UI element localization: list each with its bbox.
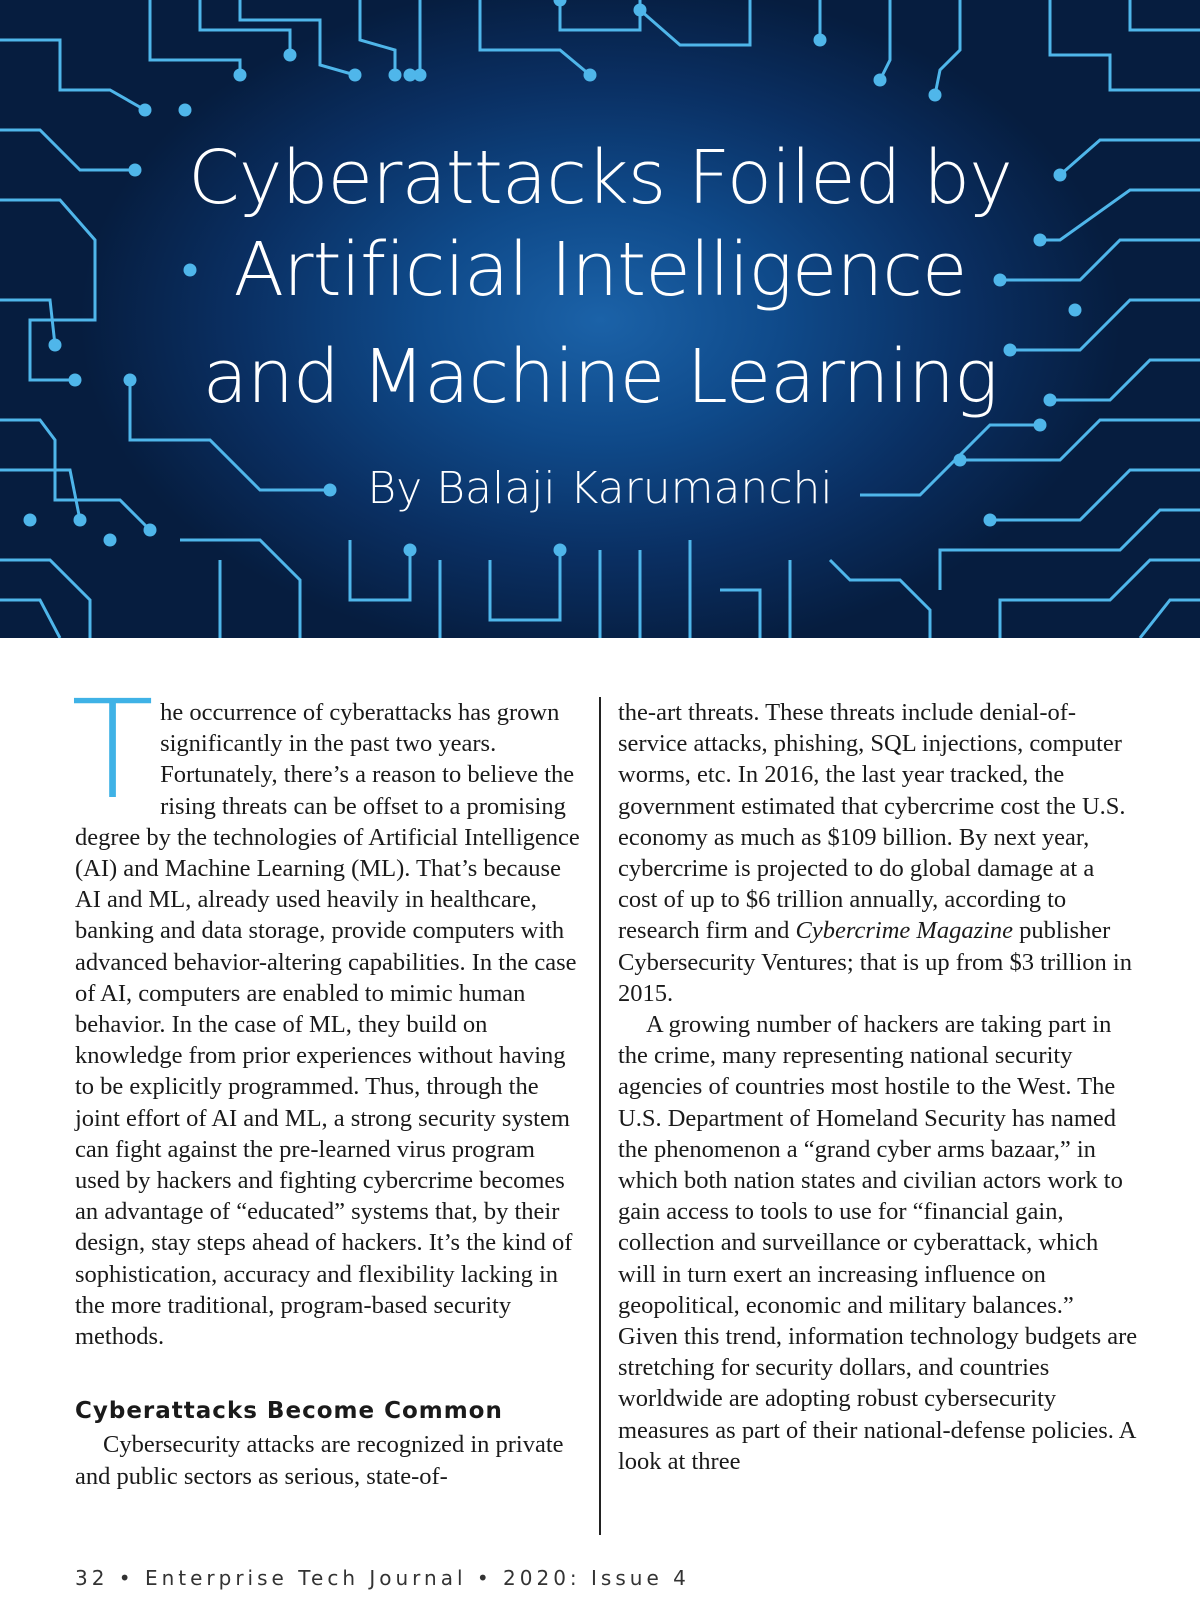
hero-banner	[0, 0, 1200, 638]
circuit-trace	[200, 0, 290, 55]
circuit-node	[404, 544, 417, 557]
page-footer: 32 • Enterprise Tech Journal • 2020: Issue 4	[75, 1566, 690, 1590]
circuit-board-illustration	[0, 0, 1200, 638]
circuit-trace	[0, 40, 145, 110]
section-heading: Cyberattacks Become Common	[75, 1398, 503, 1425]
circuit-trace	[240, 0, 355, 75]
body-text-segment: the-art threats. These threats include denial-of-service attacks, phishing, SQL injections, computer worms, etc. In 2016, the last year tracked, the government estimated that cybercrime cost the U.S. economy as much as $109 billion. By next year, cybercrime is projected to do global damage at a cost of up to $6 trillion annually, according to research firm and	[618, 699, 1126, 945]
circuit-node	[234, 69, 247, 82]
circuit-trace	[560, 0, 640, 30]
body-paragraph-2-continued	[618, 697, 1138, 1009]
body-paragraph-2-start: Cybersecurity attacks are recognized in private and public sectors as serious, state-of-	[75, 1431, 564, 1490]
circuit-trace	[1140, 600, 1200, 638]
circuit-trace	[480, 0, 590, 75]
circuit-trace	[490, 550, 560, 620]
circuit-node	[929, 89, 942, 102]
article-title-line-1: Cyberattacks Foiled by	[188, 135, 1012, 221]
circuit-node	[584, 69, 597, 82]
circuit-trace	[1050, 0, 1200, 90]
circuit-node	[139, 104, 152, 117]
circuit-node	[144, 524, 157, 537]
article-title-line-3: and Machine Learning	[202, 334, 998, 420]
circuit-node	[554, 0, 567, 7]
column-divider	[599, 697, 601, 1535]
circuit-node	[284, 49, 297, 62]
circuit-trace	[640, 0, 750, 45]
circuit-node	[389, 69, 402, 82]
circuit-node	[634, 4, 647, 17]
article-byline: By Balaji Karumanchi	[367, 463, 833, 514]
circuit-node	[404, 69, 417, 82]
circuit-trace	[720, 590, 760, 638]
drop-cap: T	[71, 672, 155, 830]
circuit-node	[554, 544, 567, 557]
circuit-trace	[350, 540, 410, 600]
circuit-node	[874, 74, 887, 87]
circuit-trace	[1130, 0, 1200, 30]
circuit-trace	[880, 0, 890, 80]
circuit-trace	[150, 0, 240, 75]
intro-paragraph	[71, 672, 585, 1352]
circuit-trace	[940, 510, 1200, 590]
body-text-segment: publisher Cybersecurity Ventures; that is up from $3 trillion in 2015.	[618, 917, 1132, 1007]
circuit-node	[814, 34, 827, 47]
body-paragraph-3: A growing number of hackers are taking part in the crime, many representing national security agencies of countries most hostile to the West. The U.S. Department of Homeland Security has named the phenomenon a “grand cyber arms bazaar,” in which both nation states and civilian actors work to gain access to tools to use for “financial gain, collection and surveillance or cyberattack, which will in turn exert an increasing influence on geopolitical, economic and military balances.” Given this trend, information technology budgets are stretching for security dollars, and countries worldwide are adopting robust cybersecurity measures as part of their national-defense policies. A look at three	[618, 1011, 1138, 1475]
article-column-left	[71, 672, 585, 1492]
intro-paragraph-text: he occurrence of cyberattacks has grown significantly in the past two years. Fortunately, there’s a reason to believe the rising threats can be offset to a promising degree by the technologies of Artificial Intelligence (AI) and Machine Learning (ML). That’s because AI and ML, already used heavily in healthcare, banking and data storage, provide computers with advanced behavior-altering capabilities. In the case of AI, computers are enabled to mimic human behavior. In the case of ML, they build on knowledge from prior experiences without having to be explicitly programmed. Thus, through the joint effort of AI and ML, a strong security system can fight against the pre-learned virus program used by hackers and fighting cybercrime becomes an advantage of “educated” systems that, by their design, stay steps ahead of hackers. It’s the kind of sophistication, accuracy and flexibility lacking in the more traditional, program-based security methods.	[75, 699, 580, 1351]
circuit-trace	[180, 540, 300, 638]
circuit-node	[104, 534, 117, 547]
article-title-line-2: Artificial Intelligence	[233, 227, 967, 313]
circuit-trace	[360, 0, 395, 75]
circuit-node	[179, 104, 192, 117]
circuit-trace	[0, 600, 60, 638]
article-column-right	[618, 697, 1138, 1477]
circuit-trace	[935, 0, 960, 95]
circuit-trace	[830, 560, 930, 638]
magazine-name: Cybercrime Magazine	[795, 917, 1014, 945]
circuit-node	[349, 69, 362, 82]
